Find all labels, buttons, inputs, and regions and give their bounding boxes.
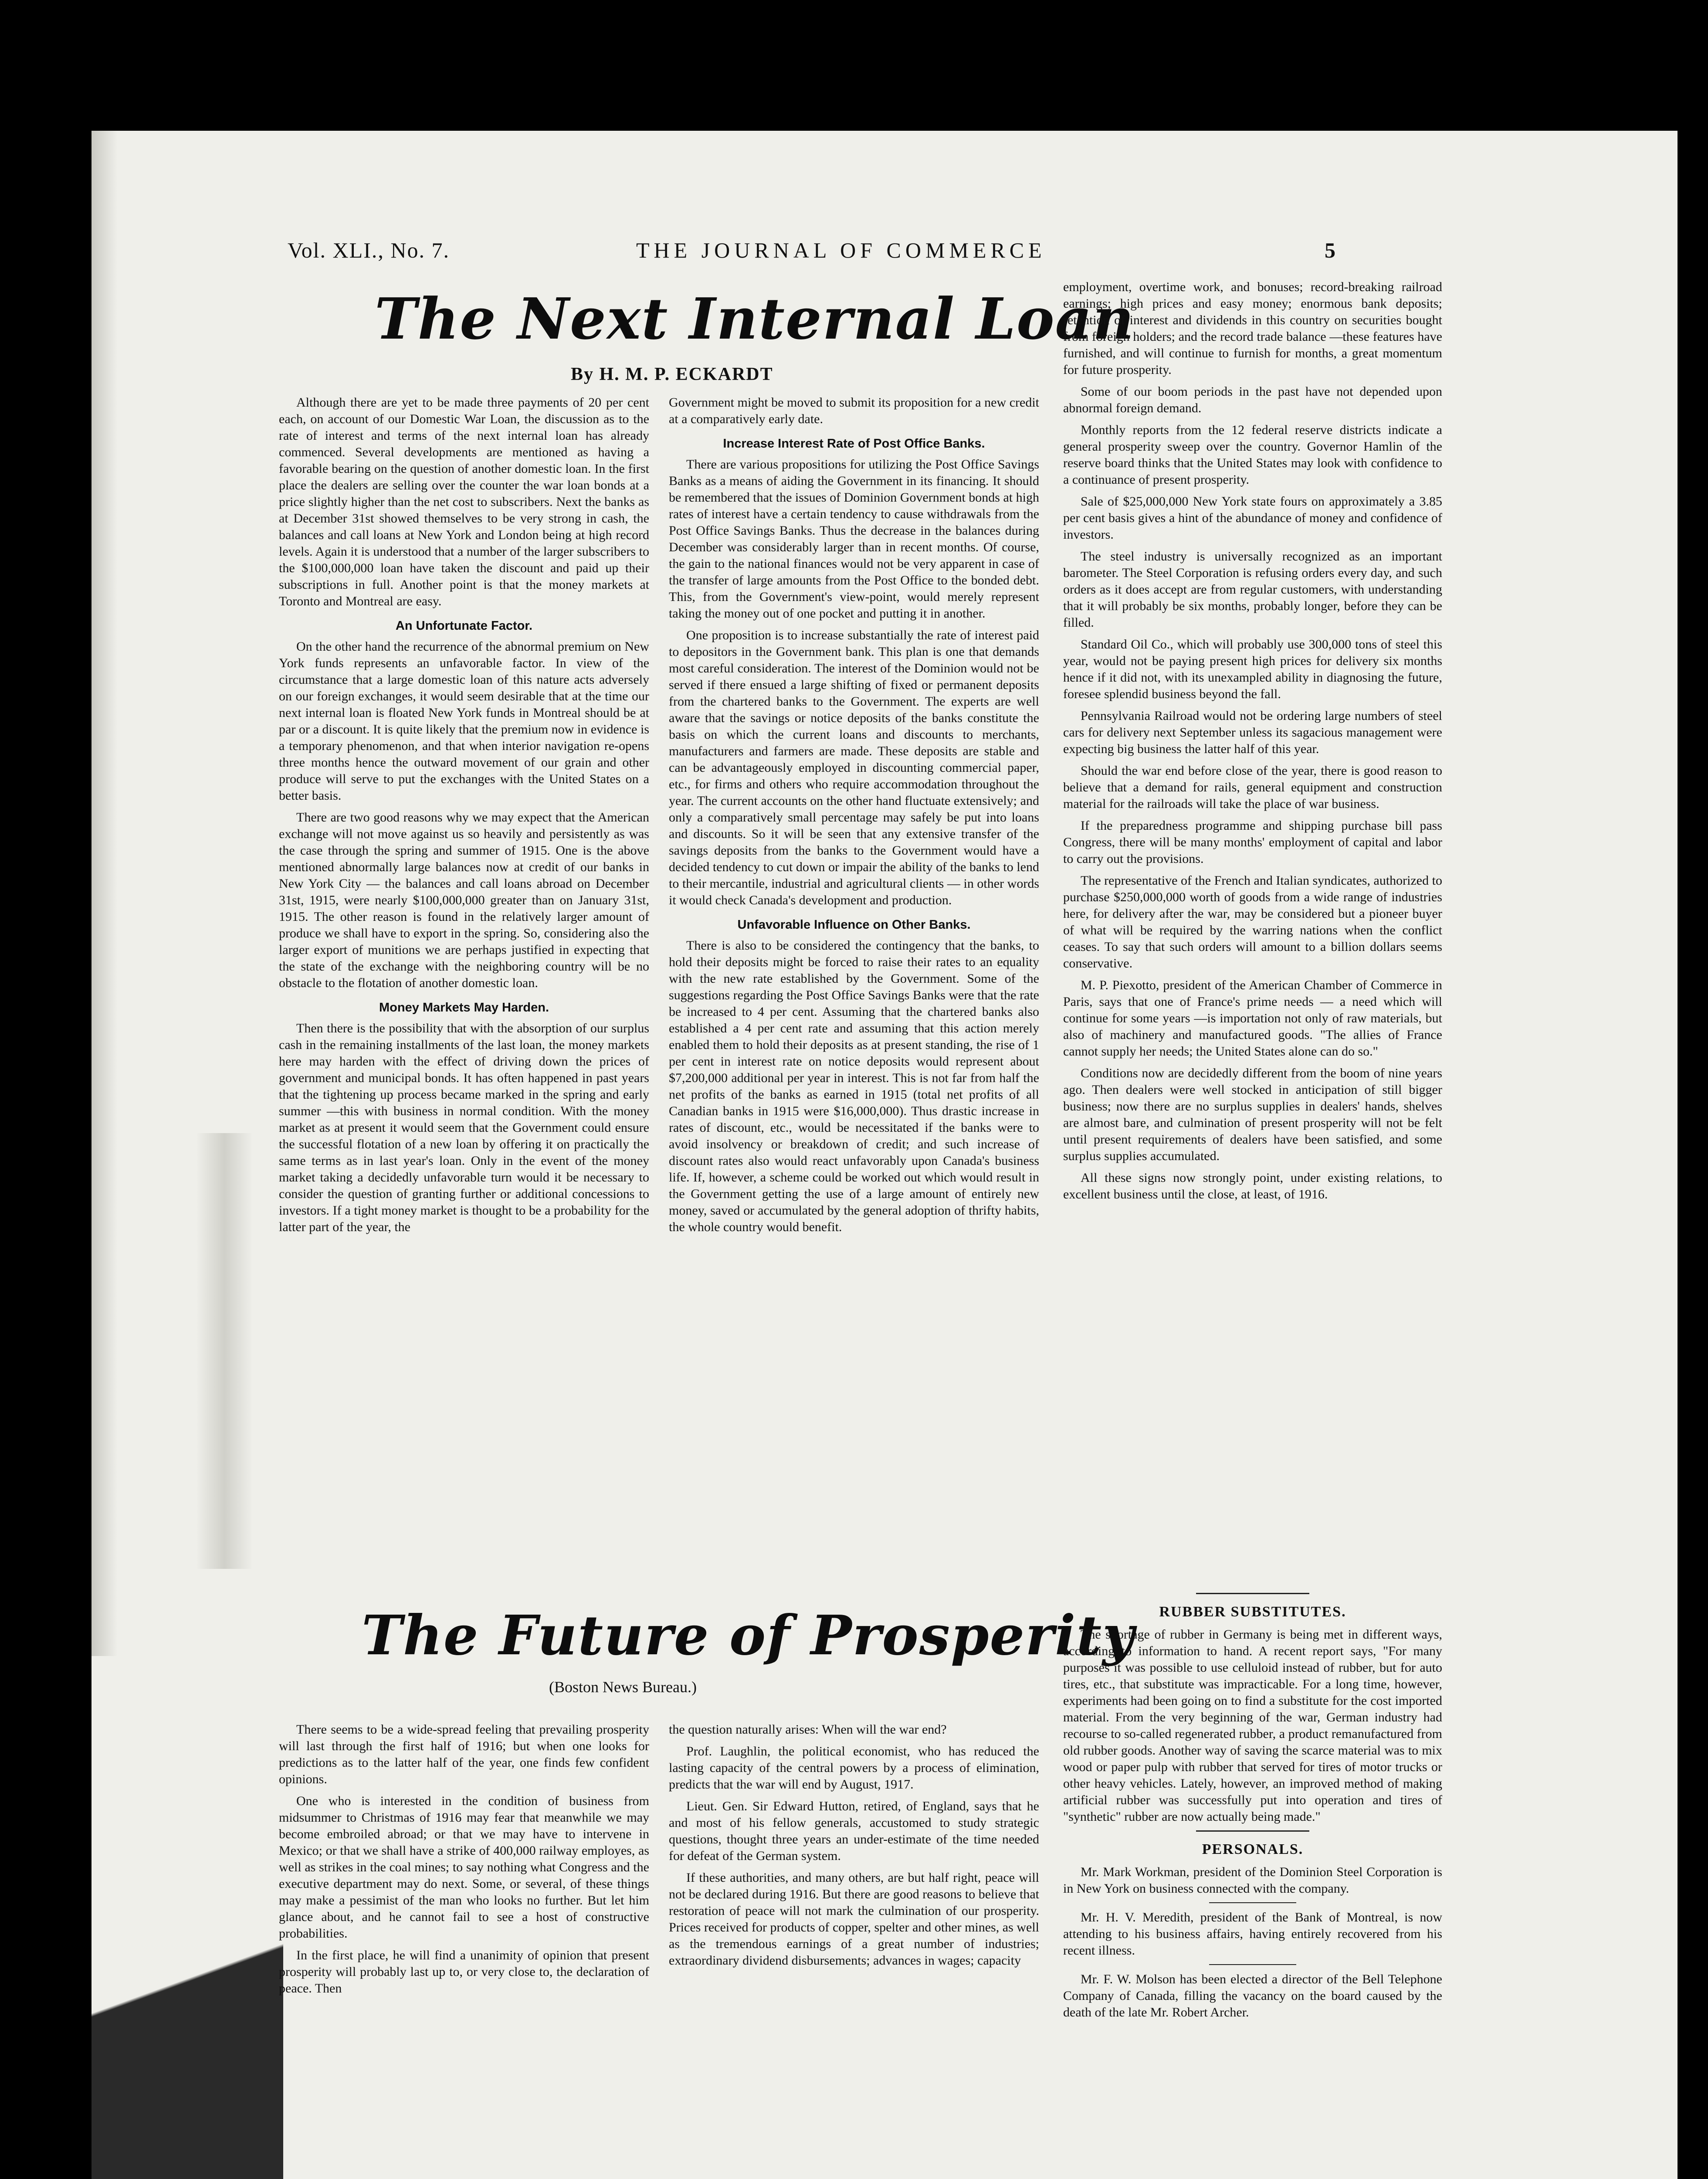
paragraph: Lieut. Gen. Sir Edward Hutton, retired, of England, says that he and most of his fellow generals, accustomed to study strategic questions, thought three years an under-estimate of the time needed for defeat of the German system. bbox=[669, 1799, 1039, 1863]
paragraph: M. P. Piexotto, president of the American Chamber of Commerce in Paris, says that one of France's prime needs — a need which will continue for some years —is importation not only of raw materials, but also of machinery and manufactured goods. "The allies of France cannot supply her needs; the United States alone can do so." bbox=[1063, 978, 1442, 1059]
article2-column-1 bbox=[279, 1721, 649, 2179]
paragraph: Government might be moved to submit its proposition for a new credit at a comparatively early date. bbox=[669, 395, 1039, 426]
paragraph: Mr. F. W. Molson has been elected a director of the Bell Telephone Company of Canada, filling the vacancy on the board caused by the death of the late Mr. Robert Archer. bbox=[1063, 1972, 1442, 2019]
paragraph: Mr. H. V. Meredith, president of the Bank of Montreal, is now attending to his business affairs, having entirely recovered from his recent illness. bbox=[1063, 1910, 1442, 1958]
article1-column-1 bbox=[279, 394, 649, 1571]
paragraph: Prof. Laughlin, the political economist, who has reduced the lasting capacity of the central powers by a process of elimination, predicts that the war will end by August, 1917. bbox=[669, 1744, 1039, 1792]
subheading: Increase Interest Rate of Post Office Banks. bbox=[723, 437, 985, 451]
item-divider bbox=[1209, 1964, 1296, 1965]
paragraph: Conditions now are decidedly different from the boom of nine years ago. Then dealers were well stocked in anticipation of still bigger business; now there are no surplus supplies in dealers' hands, shelves are almost bare, and culmination of present prosperity will not be felt until present requirements of dealers have been satisfied, and some surplus supplies accumulated. bbox=[1063, 1066, 1442, 1163]
newspaper-page bbox=[92, 131, 1678, 2179]
paragraph: Monthly reports from the 12 federal reserve districts indicate a general prosperity sweep over the country. Governor Hamlin of the reserve board thinks that the United States may look with confidence to a continuance of present prosperity. bbox=[1063, 423, 1442, 487]
page-curl bbox=[92, 1656, 283, 2179]
article2-column-2 bbox=[669, 1721, 1039, 2179]
article-headline-next-internal-loan: The Next Internal Loan bbox=[375, 285, 1135, 352]
paragraph: Some of our boom periods in the past have not depended upon abnormal foreign demand. bbox=[1063, 384, 1442, 415]
paragraph: On the other hand the recurrence of the abnormal premium on New York funds represents an unfavorable factor. In view of the circumstance that a large domestic loan of this nature acts adversely on our foreign exchanges, it would seem desirable that at the time our next internal loan is floated New York funds in Montreal should be at par or a discount. It is quite likely that the premium now in evidence is a temporary phenomenon, and that when interior navigation re-opens three months hence the outward movement of our grain and other produce will serve to put the exchanges with the United States on a better basis. bbox=[279, 639, 649, 803]
right-column-prosperity-continued bbox=[1063, 279, 1442, 1586]
page-stain bbox=[196, 1133, 253, 1569]
paragraph: The steel industry is universally recognized as an important barometer. The Steel Corporation is refusing orders every day, and such orders as it does accept are from regular customers, with understanding that it will probably be six months, probably longer, before they can be filled. bbox=[1063, 549, 1442, 630]
running-header bbox=[288, 238, 1420, 264]
paragraph: Mr. Mark Workman, president of the Dominion Steel Corporation is in New York on business connected with the company. bbox=[1063, 1865, 1442, 1896]
paragraph: One proposition is to increase substantially the rate of interest paid to depositors in the Government bank. This plan is one that demands most careful consideration. The interest of the Dominion would not be served if there ensued a large shifting of fixed or permanent deposits from the chartered banks to the Government. The experts are well aware that the savings or notice deposits of the banks constitute the basis on which the current loans and discounts to merchants, manufacturers and farmers are made. These deposits are stable and can be advantageously employed in discounting commercial paper, etc., for firms and others who require accommodation throughout the year. The current accounts on the other hand fluctuate extensively; and only a comparatively small percentage may safely be put into loans and discounts. So it will be seen that any extensive transfer of the savings deposits from the banks to the Government would have a decided tendency to cut down or impair the ability of the banks to lend to their mercantile, industrial and agricultural clients — in other words it would check Canada's development and production. bbox=[669, 628, 1039, 907]
paragraph: employment, overtime work, and bonuses; record-breaking railroad earnings; high prices and easy money; enormous bank deposits; retention of interest and dividends in this country on securities bought from foreign holders; and the record trade balance —these features have furnished, and will continue to furnish for months, a great momentum for future prosperity. bbox=[1063, 280, 1442, 377]
paragraph: Pennsylvania Railroad would not be ordering large numbers of steel cars for delivery next September unless its sagacious management were expecting big business the latter half of this year. bbox=[1063, 709, 1442, 756]
subheading: Unfavorable Influence on Other Banks. bbox=[737, 918, 971, 932]
section-divider bbox=[1196, 1593, 1309, 1594]
paragraph: There is also to be considered the contingency that the banks, to hold their deposits might be forced to raise their rates to an equality with the new rate established by the Government. Some of the suggestions regarding the Post Office Savings Banks were that the rate be increased to 4 per cent. Assuming that the chartered banks also established a 4 per cent rate and assuming that this action merely enabled them to hold their deposits as at present standing, the rise of 1 per cent in interest rate on notice deposits would represent about $7,200,000 additional per year in interest. This is not far from half the net profits of the banks as earned in 1915 (total net profits of all Canadian banks in 1915 were $16,000,000). Thus drastic increase in rates of discount, etc., would be necessitated if the banks were to avoid insolvency or breakdown of credit; and such increase of discount rates also would react unfavorably upon Canada's business life. If, however, a scheme could be worked out which would result in the Government getting the use of a large amount of entirely new money, saved or accumulated by the general adoption of thrifty habits, the whole country would benefit. bbox=[669, 938, 1039, 1234]
paragraph: One who is interested in the condition of business from midsummer to Christmas of 1916 may fear that meanwhile we may become embroiled abroad; or that we may have to intervene in Mexico; or that we shall have a strike of 400,000 railway employes, as well as strikes in the coal mines; to say nothing what Congress and the executive department may do next. Some, or several, of these things may make a pessimist of the man who looks no further. But let him glance about, and he cannot fail to see a host of constructive probabilities. bbox=[279, 1794, 649, 1941]
paragraph: There seems to be a wide-spread feeling that prevailing prosperity will last through the first half of 1916; but when one looks for predictions as to the latter half of the year, one finds few confident opinions. bbox=[279, 1722, 649, 1786]
paragraph: The representative of the French and Italian syndicates, authorized to purchase $250,000,000 worth of goods from a wide range of industries here, for delivery after the war, may be considered but a pioneer buyer of what will be required by the warring nations when the conflict ceases. To say that such orders will amount to a billion dollars seems conservative. bbox=[1063, 873, 1442, 971]
paragraph: There are two good reasons why we may expect that the American exchange will not move against us so heavily and persistently as was the case through the spring and summer of 1915. One is the above mentioned abnormally large balances now at credit of our banks in New York City — the balances and call loans abroad on December 31st, 1915, were nearly $100,000,000 greater than on January 31st, 1915. The other reason is found in the relatively larger amount of produce we shall have to export in the spring. So, considering also the larger export of munitions we are perhaps justified in expecting that the state of the exchange with the neighboring country will be no obstacle to the flotation of another domestic loan. bbox=[279, 810, 649, 990]
subheading: An Unfortunate Factor. bbox=[395, 619, 533, 633]
paragraph: Standard Oil Co., which will probably use 300,000 tons of steel this year, would not be paying present high prices for delivery six months hence if it did not, with its unexampled ability in diagnosing the future, foresee splendid business beyond the fall. bbox=[1063, 637, 1442, 701]
page-number: 5 bbox=[1325, 238, 1336, 262]
item-divider bbox=[1209, 1902, 1296, 1903]
article-headline-future-of-prosperity: The Future of Prosperity bbox=[362, 1604, 1135, 1667]
volume-number: Vol. XLI., No. 7. bbox=[288, 238, 450, 262]
paragraph: There are various propositions for utilizing the Post Office Savings Banks as a means of aiding the Government in its financing. It should be remembered that the issues of Dominion Government bonds at high rates of interest have a certain tendency to cause withdrawals from the Post Office Savings Banks. Thus the decrease in the balances during December was considerably larger than in recent months. Of course, the gain to the national finances would not be very apparent in case of the transfer of large amounts from the Post Office to the bonded debt. This, from the Government's view-point, would merely represent taking the money out of one pocket and putting it in another. bbox=[669, 457, 1039, 621]
paragraph: the question naturally arises: When will the war end? bbox=[669, 1722, 947, 1737]
right-column-lower bbox=[1063, 1588, 1442, 2179]
article-byline: By H. M. P. ECKARDT bbox=[571, 364, 773, 384]
paragraph: If these authorities, and many others, are but half right, peace will not be declared during 1916. But there are good reasons to believe that restoration of peace will not mark the culmination of our prosperity. Prices received for products of copper, spelter and other mines, as well as the tremendous earnings of a great number of industries; extraordinary dividend disbursements; advances in wages; capacity bbox=[669, 1870, 1039, 1968]
article-source: (Boston News Bureau.) bbox=[549, 1678, 697, 1696]
paragraph: Although there are yet to be made three payments of 20 per cent each, on account of our Domestic War Loan, the discussion as to the rate of interest and terms of the next internal loan has already commenced. Several developments are mentioned as having a favorable bearing on the question of another domestic loan. In the first place the dealers are selling over the counter the war loan bonds at a price slightly higher than the net cost to subscribers. Next the banks as at December 31st showed themselves to be very strong in cash, the balances and call loans at New York and London being at high record levels. Again it is understood that a number of the larger subscribers to the $100,000,000 loan have taken the discount and paid up their subscriptions in full. Another point is that the money markets at Toronto and Montreal are easy. bbox=[279, 395, 649, 608]
paragraph: Then there is the possibility that with the absorption of our surplus cash in the remaining installments of the last loan, the money markets here may harden with the effect of driving down the prices of government and municipal bonds. It has often happened in past years that the tightening up process became marked in the spring and early summer —this with business in normal condition. With the money market as at present it would seem that the Government could ensure the successful flotation of a new loan by offering it on practically the same terms as in last year's loan. Only in the event of the money market taking a decidedly unfavorable turn would it be necessary to consider the question of granting further or additional concessions to investors. If a tight money market is thought to be a probability for the latter part of the year, the bbox=[279, 1021, 649, 1234]
paragraph: The shortage of rubber in Germany is being met in different ways, according to information to hand. A recent report says, "For many purposes it was possible to use celluloid instead of rubber, but for auto tires, etc., that substitute was impracticable. For a long time, however, experiments had been going on to find a substitute for the cost imported material. From the very beginning of the war, German industry had recourse to so-called regenerated rubber, a product remanufactured from old rubber goods. Another way of saving the scarce material was to mix wood or paper pulp with rubber that served for tires of motor trucks or other heavy vehicles. Lately, however, an improved method of making artificial rubber was successfully put into operation and tires of "synthetic" rubber are now actually being made." bbox=[1063, 1627, 1442, 1824]
personals-heading: PERSONALS. bbox=[1202, 1841, 1304, 1857]
journal-title: THE JOURNAL OF COMMERCE bbox=[636, 238, 1046, 262]
article1-column-2 bbox=[669, 394, 1039, 1571]
paragraph: In the first place, he will find a unanimity of opinion that present prosperity will probably last up to, or very close to, the declaration of peace. Then bbox=[279, 1948, 649, 1996]
paragraph: Should the war end before close of the year, there is good reason to believe that a demand for rails, general equipment and construction material for the railroads will take the place of war business. bbox=[1063, 764, 1442, 811]
paragraph: All these signs now strongly point, under existing relations, to excellent business until the close, at least, of 1916. bbox=[1063, 1171, 1442, 1202]
rubber-substitutes-heading: RUBBER SUBSTITUTES. bbox=[1159, 1604, 1346, 1620]
subheading: Money Markets May Harden. bbox=[379, 1001, 549, 1015]
section-divider bbox=[1196, 1830, 1309, 1832]
paragraph: If the preparedness programme and shipping purchase bill pass Congress, there will be many months' employment of capital and labor to carry out the provisions. bbox=[1063, 818, 1442, 866]
paragraph: Sale of $25,000,000 New York state fours on approximately a 3.85 per cent basis gives a hint of the abundance of money and confidence of investors. bbox=[1063, 494, 1442, 542]
